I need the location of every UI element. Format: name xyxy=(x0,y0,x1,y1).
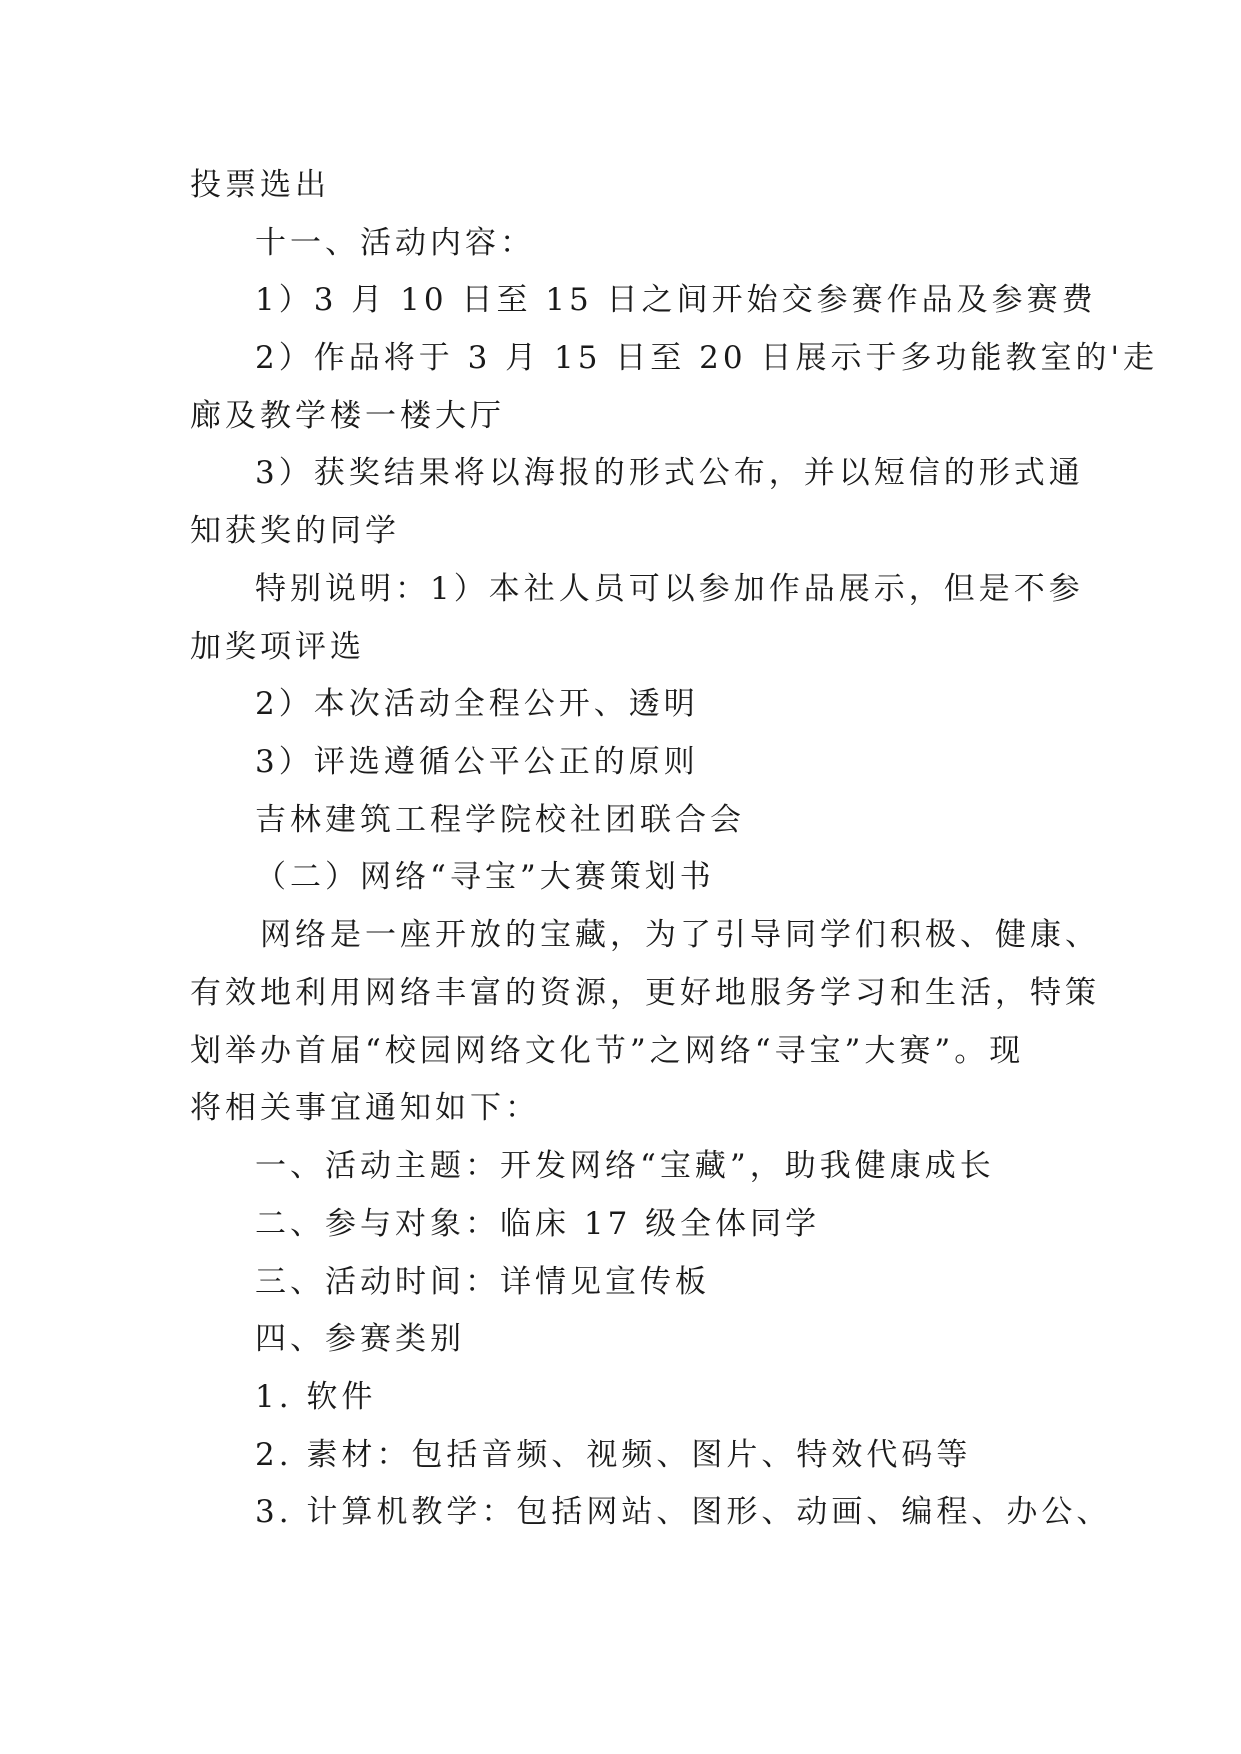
organization-signature: 吉林建筑工程学院校社团联合会 xyxy=(255,802,745,838)
text-line: 投票选出 xyxy=(190,167,330,203)
text-line: 有效地利用网络丰富的资源，更好地服务学习和生活，特策 xyxy=(190,975,1100,1011)
text-line: 特别说明：1）本社人员可以参加作品展示，但是不参 xyxy=(255,571,1084,607)
text-line: 一、活动主题：开发网络“宝藏”，助我健康成长 xyxy=(255,1148,995,1184)
text-line: 3）评选遵循公平公正的原则 xyxy=(255,744,699,780)
text-line: 知获奖的同学 xyxy=(190,513,400,549)
text-line: 2）作品将于 3 月 15 日至 20 日展示于多功能教室的'走 xyxy=(255,340,1158,376)
list-item: 3. 计算机教学：包括网站、图形、动画、编程、办公、 xyxy=(255,1494,1112,1530)
section-title: （二）网络“寻宝”大赛策划书 xyxy=(255,859,715,895)
text-line: 四、参赛类别 xyxy=(255,1321,465,1357)
text-line: 加奖项评选 xyxy=(190,629,365,665)
text-line: 网络是一座开放的宝藏，为了引导同学们积极、健康、 xyxy=(260,917,1100,953)
text-line: 三、活动时间：详情见宣传板 xyxy=(255,1264,710,1300)
text-line: 将相关事宜通知如下： xyxy=(190,1090,540,1126)
text-line: 廊及教学楼一楼大厅 xyxy=(190,398,505,434)
text-line: 2）本次活动全程公开、透明 xyxy=(255,686,699,722)
text-line: 二、参与对象：临床 17 级全体同学 xyxy=(255,1206,821,1242)
text-line: 1）3 月 10 日至 15 日之间开始交参赛作品及参赛费 xyxy=(255,282,1097,318)
list-item: 1. 软件 xyxy=(255,1379,377,1415)
list-item: 2. 素材：包括音频、视频、图片、特效代码等 xyxy=(255,1437,972,1473)
section-heading: 十一、活动内容： xyxy=(255,225,535,261)
text-line: 划举办首届“校园网络文化节”之网络“寻宝”大赛”。现 xyxy=(190,1033,1025,1069)
text-line: 3）获奖结果将以海报的形式公布，并以短信的形式通 xyxy=(255,455,1084,491)
